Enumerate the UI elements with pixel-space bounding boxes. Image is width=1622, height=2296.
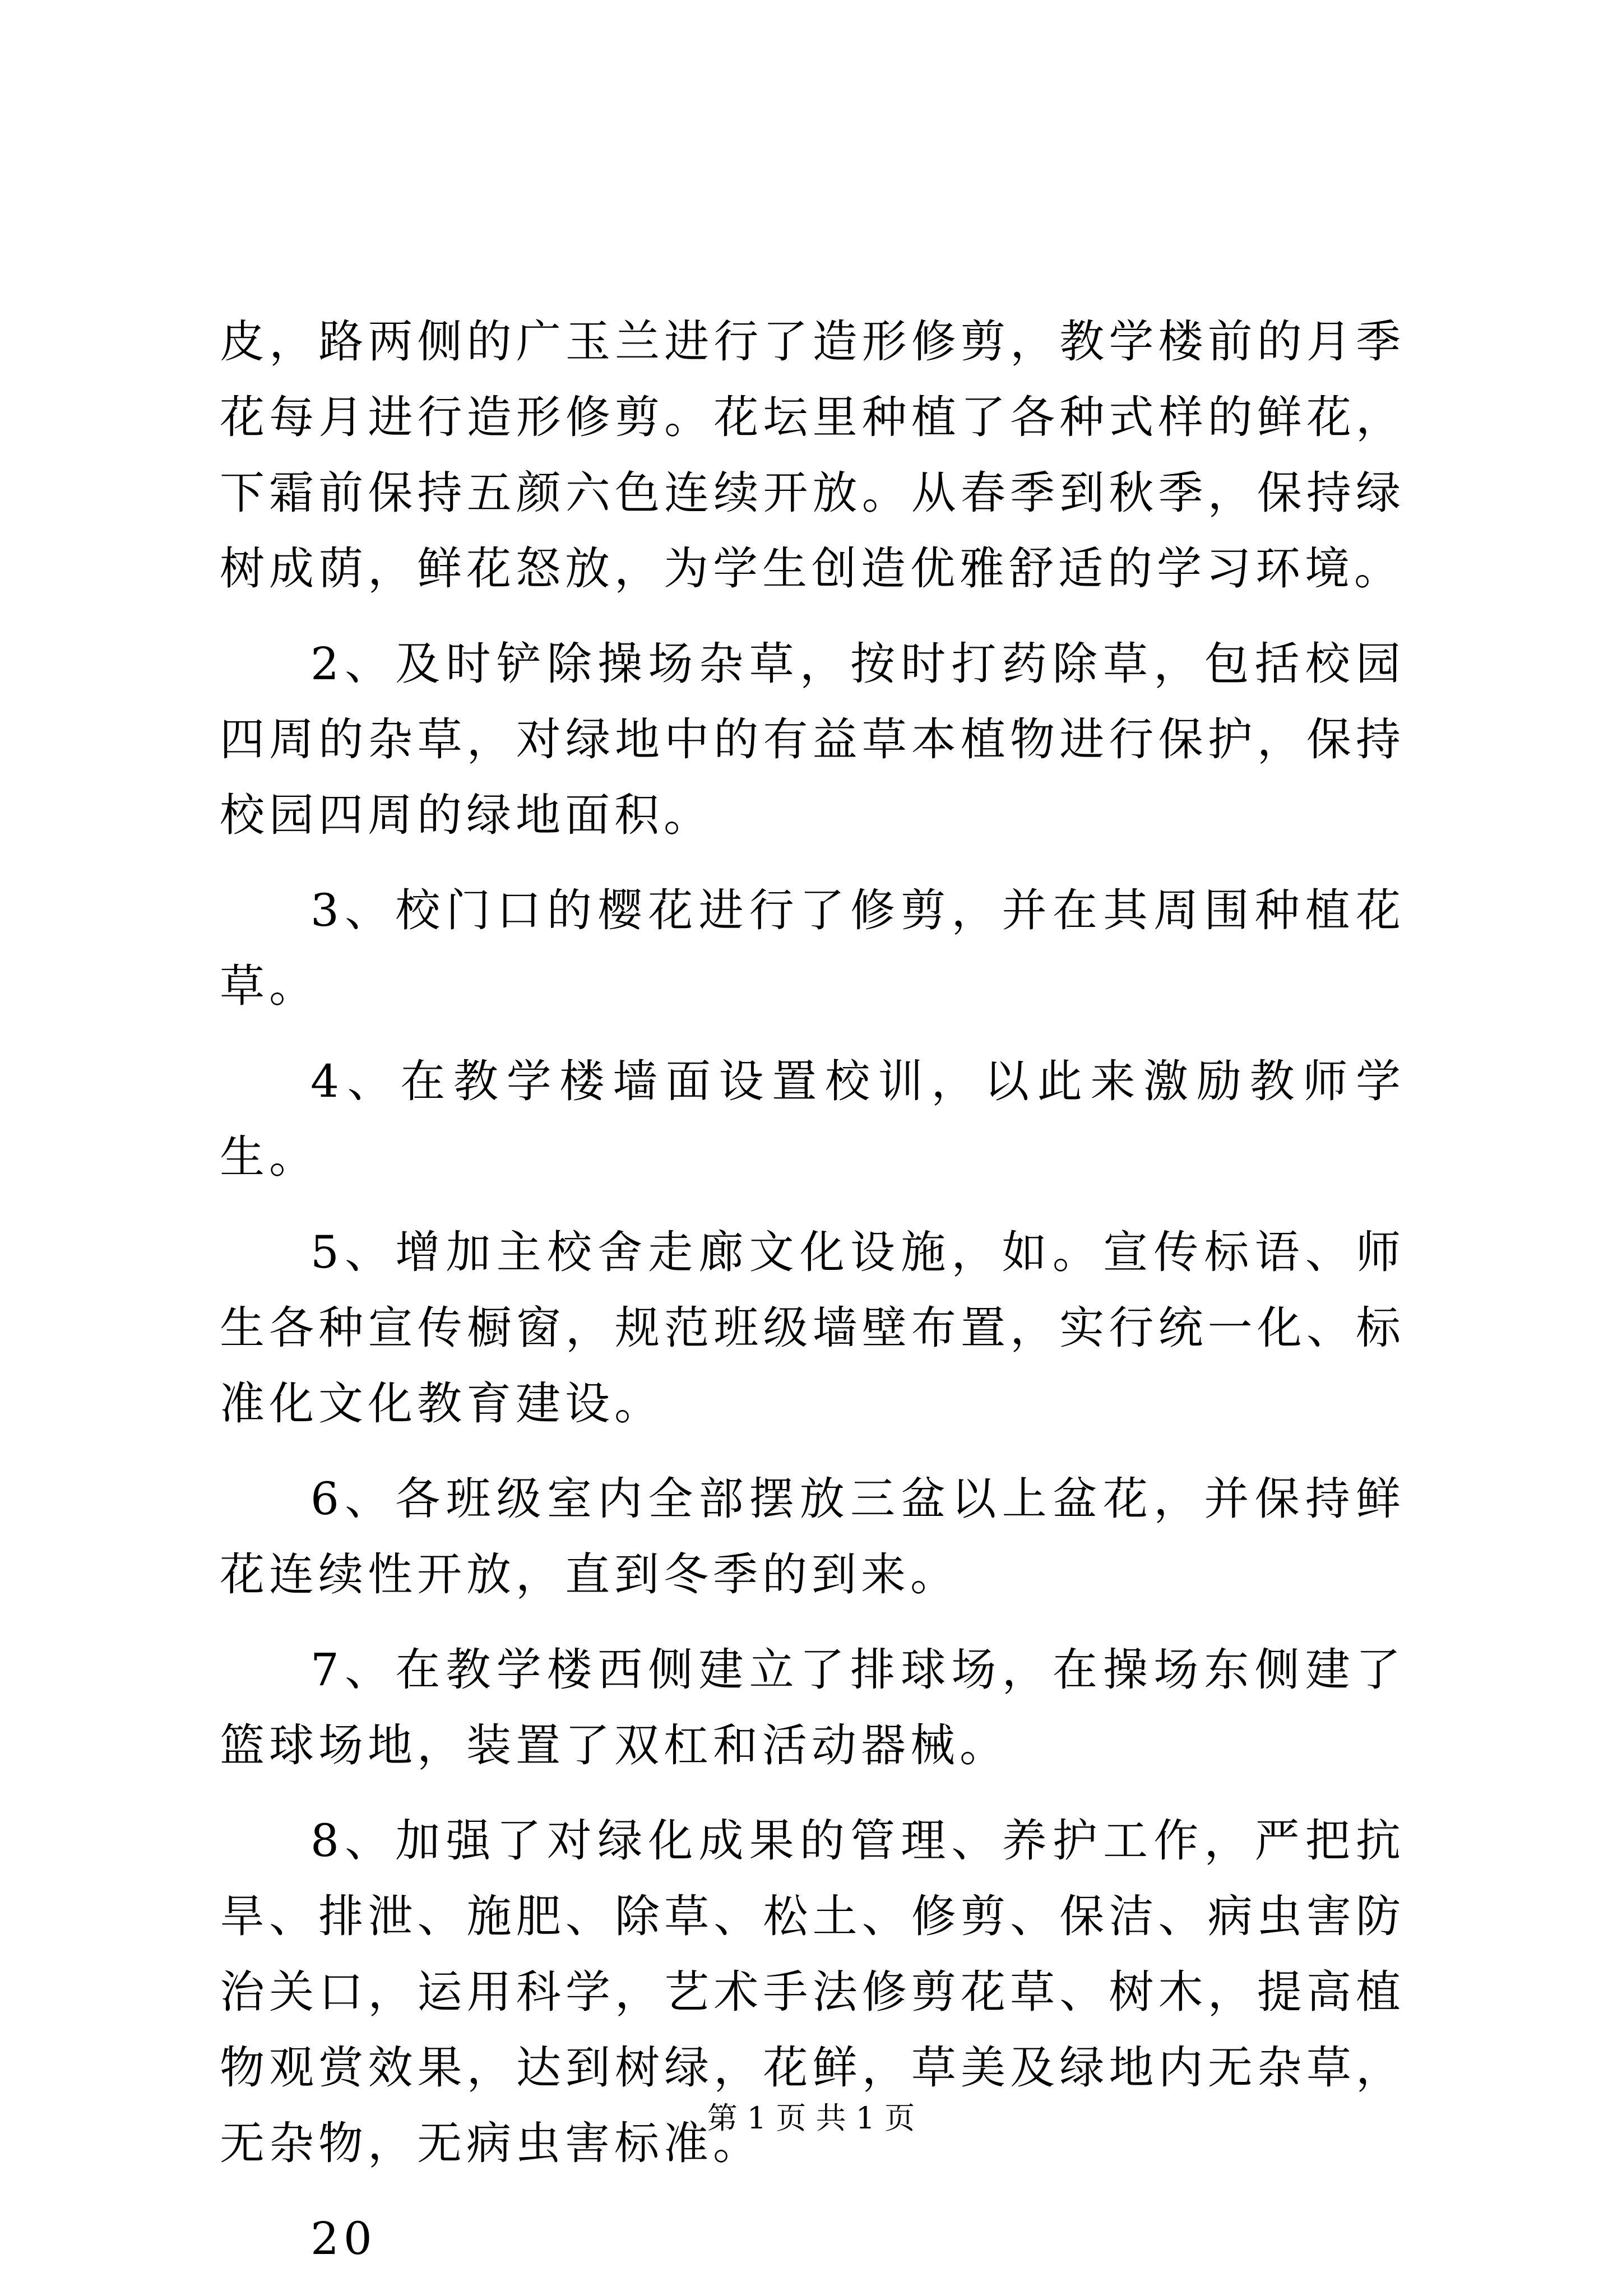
paragraph-continuation: 皮，路两侧的广玉兰进行了造形修剪，教学楼前的月季花每月进行造形修剪。花坛里种植了各种式样的鲜花，下霜前保持五颜六色连续开放。从春季到秋季，保持绿树成荫，鲜花怒放，为学生创造优雅舒适的学习环境。	[220, 316, 1405, 595]
paragraph-item-8: 8、加强了对绿化成果的管理、养护工作，严把抗旱、排泄、施肥、除草、松土、修剪、保洁、病虫害防治关口，运用科学，艺术手法修剪花草、树木，提高植物观赏效果，达到树绿，花鲜，草美及绿地内无杂草，无杂物，无病虫害标准。	[220, 1815, 1405, 2169]
paragraph-item-2: 2、及时铲除操场杂草，按时打药除草，包括校园四周的杂草，对绿地中的有益草本植物进行保护，保持校园四周的绿地面积。	[220, 638, 1405, 841]
paragraph-item-5: 5、增加主校舍走廊文化设施，如。宣传标语、师生各种宣传橱窗，规范班级墙壁布置，实行统一化、标准化文化教育建设。	[220, 1226, 1405, 1430]
paragraph-item-6: 6、各班级室内全部摆放三盆以上盆花，并保持鲜花连续性开放，直到冬季的到来。	[220, 1473, 1405, 1601]
document-body	[220, 304, 1405, 2296]
page-number-label: 第 1 页 共 1 页	[707, 2100, 915, 2136]
paragraph-item-7: 7、在教学楼西侧建立了排球场，在操场东侧建了篮球场地，装置了双杠和活动器械。	[220, 1644, 1405, 1771]
paragraph-item-4: 4、在教学楼墙面设置校训，以此来激励教师学生。	[220, 1055, 1405, 1183]
paragraph-item-3: 3、校门口的樱花进行了修剪，并在其周围种植花草。	[220, 884, 1405, 1012]
paragraph-trailing-number: 20	[311, 2212, 377, 2265]
page-footer	[0, 2099, 1622, 2138]
